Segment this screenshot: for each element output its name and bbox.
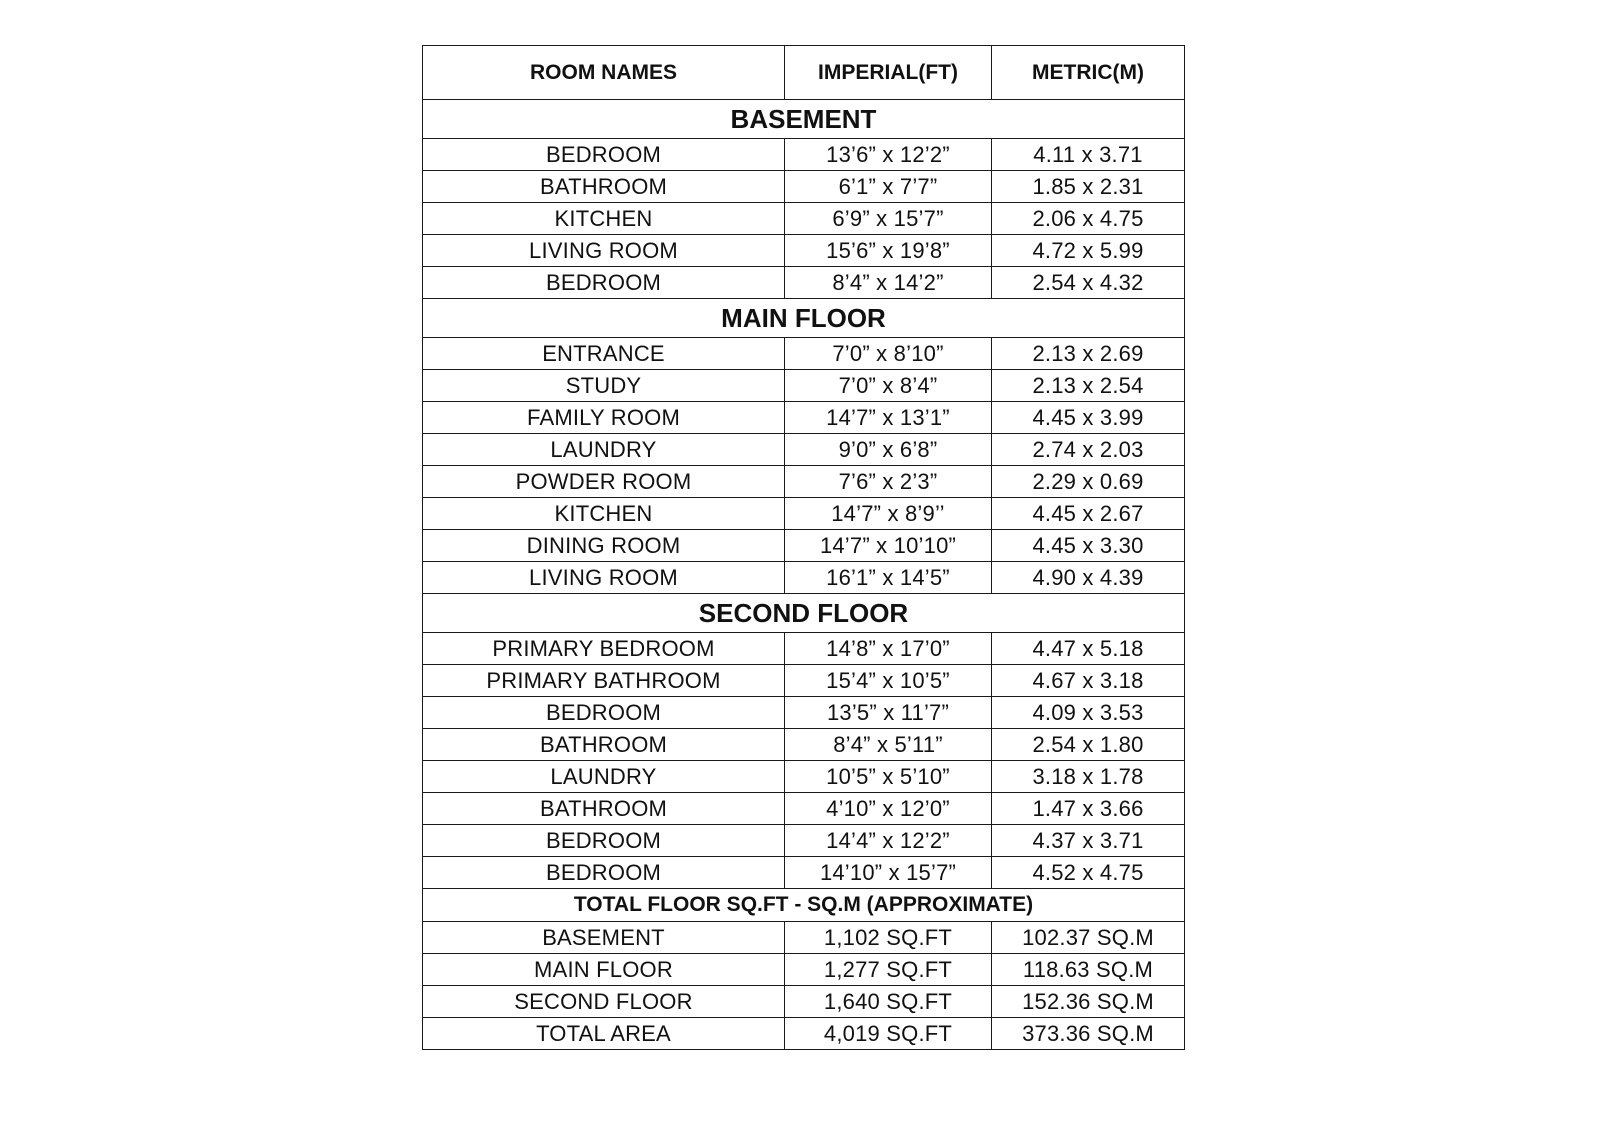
table-row xyxy=(423,729,1185,761)
imperial-cell: 14’7” x 8’9’’ xyxy=(785,498,992,530)
room-name-cell: LIVING ROOM xyxy=(423,235,785,267)
table-row xyxy=(423,986,1185,1018)
header-room-names: ROOM NAMES xyxy=(423,46,785,100)
metric-cell: 373.36 SQ.M xyxy=(992,1018,1185,1050)
table-row xyxy=(423,793,1185,825)
metric-cell: 3.18 x 1.78 xyxy=(992,761,1185,793)
metric-cell: 2.54 x 1.80 xyxy=(992,729,1185,761)
section-header-title: MAIN FLOOR xyxy=(423,299,1185,338)
metric-cell: 2.13 x 2.69 xyxy=(992,338,1185,370)
table-row xyxy=(423,402,1185,434)
room-name-cell: LAUNDRY xyxy=(423,434,785,466)
table-row xyxy=(423,530,1185,562)
metric-cell: 4.67 x 3.18 xyxy=(992,665,1185,697)
imperial-cell: 14’10” x 15’7” xyxy=(785,857,992,889)
table-header-row xyxy=(423,46,1185,100)
room-name-cell: BEDROOM xyxy=(423,139,785,171)
metric-cell: 4.45 x 3.30 xyxy=(992,530,1185,562)
room-name-cell: PRIMARY BEDROOM xyxy=(423,633,785,665)
header-metric: METRIC(M) xyxy=(992,46,1185,100)
table-row xyxy=(423,954,1185,986)
imperial-cell: 9’0” x 6’8” xyxy=(785,434,992,466)
imperial-cell: 1,102 SQ.FT xyxy=(785,922,992,954)
imperial-cell: 16’1” x 14’5” xyxy=(785,562,992,594)
metric-cell: 4.90 x 4.39 xyxy=(992,562,1185,594)
metric-cell: 4.45 x 3.99 xyxy=(992,402,1185,434)
table-row xyxy=(423,633,1185,665)
room-name-cell: BEDROOM xyxy=(423,697,785,729)
metric-cell: 2.29 x 0.69 xyxy=(992,466,1185,498)
table-body xyxy=(423,100,1185,1050)
table-row xyxy=(423,498,1185,530)
metric-cell: 118.63 SQ.M xyxy=(992,954,1185,986)
metric-cell: 4.37 x 3.71 xyxy=(992,825,1185,857)
room-dimensions-table xyxy=(422,45,1185,1050)
table-row xyxy=(423,235,1185,267)
room-name-cell: SECOND FLOOR xyxy=(423,986,785,1018)
room-name-cell: FAMILY ROOM xyxy=(423,402,785,434)
room-name-cell: MAIN FLOOR xyxy=(423,954,785,986)
table-row xyxy=(423,761,1185,793)
room-name-cell: DINING ROOM xyxy=(423,530,785,562)
table-row xyxy=(423,1018,1185,1050)
metric-cell: 2.13 x 2.54 xyxy=(992,370,1185,402)
room-name-cell: KITCHEN xyxy=(423,498,785,530)
imperial-cell: 14’7” x 13’1” xyxy=(785,402,992,434)
imperial-cell: 7’0” x 8’4” xyxy=(785,370,992,402)
metric-cell: 2.54 x 4.32 xyxy=(992,267,1185,299)
table-row xyxy=(423,171,1185,203)
table-row xyxy=(423,370,1185,402)
imperial-cell: 10’5” x 5’10” xyxy=(785,761,992,793)
room-name-cell: LIVING ROOM xyxy=(423,562,785,594)
section-header xyxy=(423,299,1185,338)
room-name-cell: BEDROOM xyxy=(423,857,785,889)
table-row xyxy=(423,267,1185,299)
room-name-cell: PRIMARY BATHROOM xyxy=(423,665,785,697)
table-row xyxy=(423,665,1185,697)
table-row xyxy=(423,922,1185,954)
imperial-cell: 6’1” x 7’7” xyxy=(785,171,992,203)
room-name-cell: BASEMENT xyxy=(423,922,785,954)
table-row xyxy=(423,697,1185,729)
room-name-cell: BATHROOM xyxy=(423,171,785,203)
totals-header-title: TOTAL FLOOR SQ.FT - SQ.M (APPROXIMATE) xyxy=(423,889,1185,922)
imperial-cell: 1,640 SQ.FT xyxy=(785,986,992,1018)
imperial-cell: 14’4” x 12’2” xyxy=(785,825,992,857)
room-name-cell: POWDER ROOM xyxy=(423,466,785,498)
room-name-cell: BEDROOM xyxy=(423,267,785,299)
header-imperial: IMPERIAL(FT) xyxy=(785,46,992,100)
metric-cell: 4.72 x 5.99 xyxy=(992,235,1185,267)
table-row xyxy=(423,466,1185,498)
imperial-cell: 1,277 SQ.FT xyxy=(785,954,992,986)
room-name-cell: BEDROOM xyxy=(423,825,785,857)
table-row xyxy=(423,562,1185,594)
section-header xyxy=(423,594,1185,633)
metric-cell: 1.85 x 2.31 xyxy=(992,171,1185,203)
room-name-cell: TOTAL AREA xyxy=(423,1018,785,1050)
table-row xyxy=(423,203,1185,235)
imperial-cell: 8’4” x 14’2” xyxy=(785,267,992,299)
table-row xyxy=(423,857,1185,889)
room-name-cell: STUDY xyxy=(423,370,785,402)
imperial-cell: 13’5” x 11’7” xyxy=(785,697,992,729)
table-row xyxy=(423,139,1185,171)
imperial-cell: 8’4” x 5’11” xyxy=(785,729,992,761)
imperial-cell: 15’4” x 10’5” xyxy=(785,665,992,697)
section-header-title: SECOND FLOOR xyxy=(423,594,1185,633)
room-name-cell: BATHROOM xyxy=(423,729,785,761)
imperial-cell: 14’7” x 10’10” xyxy=(785,530,992,562)
room-name-cell: BATHROOM xyxy=(423,793,785,825)
imperial-cell: 15’6” x 19’8” xyxy=(785,235,992,267)
imperial-cell: 7’0” x 8’10” xyxy=(785,338,992,370)
metric-cell: 2.06 x 4.75 xyxy=(992,203,1185,235)
room-name-cell: KITCHEN xyxy=(423,203,785,235)
table-row xyxy=(423,338,1185,370)
section-header xyxy=(423,100,1185,139)
metric-cell: 4.45 x 2.67 xyxy=(992,498,1185,530)
metric-cell: 4.47 x 5.18 xyxy=(992,633,1185,665)
table-row xyxy=(423,825,1185,857)
metric-cell: 4.09 x 3.53 xyxy=(992,697,1185,729)
imperial-cell: 4’10” x 12’0” xyxy=(785,793,992,825)
imperial-cell: 4,019 SQ.FT xyxy=(785,1018,992,1050)
metric-cell: 152.36 SQ.M xyxy=(992,986,1185,1018)
metric-cell: 4.11 x 3.71 xyxy=(992,139,1185,171)
imperial-cell: 7’6” x 2’3” xyxy=(785,466,992,498)
imperial-cell: 14’8” x 17’0” xyxy=(785,633,992,665)
room-name-cell: LAUNDRY xyxy=(423,761,785,793)
metric-cell: 4.52 x 4.75 xyxy=(992,857,1185,889)
section-header-title: BASEMENT xyxy=(423,100,1185,139)
metric-cell: 2.74 x 2.03 xyxy=(992,434,1185,466)
metric-cell: 102.37 SQ.M xyxy=(992,922,1185,954)
imperial-cell: 13’6” x 12’2” xyxy=(785,139,992,171)
table-row xyxy=(423,434,1185,466)
imperial-cell: 6’9” x 15’7” xyxy=(785,203,992,235)
totals-header xyxy=(423,889,1185,922)
room-name-cell: ENTRANCE xyxy=(423,338,785,370)
metric-cell: 1.47 x 3.66 xyxy=(992,793,1185,825)
